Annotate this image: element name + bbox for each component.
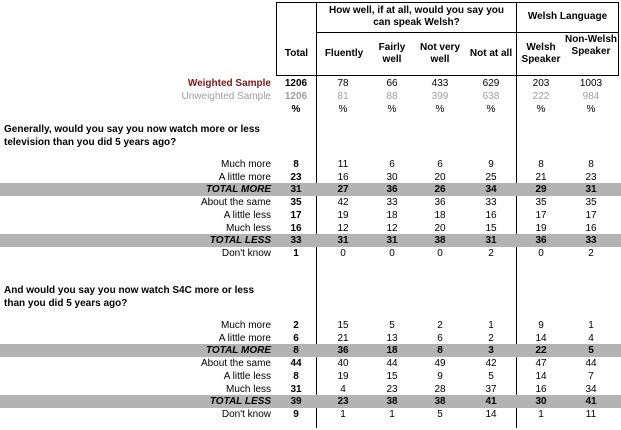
cell-0: 33 bbox=[290, 235, 302, 247]
cell-0: 35 bbox=[290, 197, 302, 209]
row-label: TOTAL MORE bbox=[206, 345, 271, 357]
cell-0: 9 bbox=[293, 408, 299, 420]
table-row bbox=[0, 370, 621, 383]
cell-5: 35 bbox=[535, 197, 547, 209]
row-label: Much more bbox=[220, 320, 271, 331]
cell-3: 6 bbox=[437, 332, 443, 344]
cell-6: 44 bbox=[585, 358, 597, 370]
cell-0: 1206 bbox=[284, 78, 308, 89]
cell-3: 28 bbox=[434, 383, 446, 395]
cell-6: 17 bbox=[585, 209, 597, 221]
cell-3: 18 bbox=[434, 209, 446, 221]
cell-2: 12 bbox=[386, 222, 398, 234]
cell-2: 0 bbox=[389, 247, 395, 259]
cell-4: 638 bbox=[482, 91, 500, 102]
row-label: TOTAL LESS bbox=[209, 396, 271, 408]
cell-2: 13 bbox=[386, 332, 398, 344]
cell-6: 34 bbox=[585, 383, 597, 395]
total-row bbox=[0, 344, 621, 357]
cell-5: 14 bbox=[535, 370, 547, 382]
cell-2: 36 bbox=[386, 184, 398, 196]
cell-1: 11 bbox=[337, 159, 349, 170]
cell-2: 33 bbox=[386, 197, 398, 209]
cell-5: 222 bbox=[532, 91, 550, 102]
row-label: About the same bbox=[200, 358, 271, 370]
cell-0: 6 bbox=[293, 332, 299, 344]
col-header-fluently: Fluently bbox=[324, 48, 364, 59]
cell-0: 8 bbox=[293, 159, 299, 170]
cell-4: 5 bbox=[488, 370, 494, 382]
cell-3: 20 bbox=[434, 222, 446, 234]
table-row bbox=[0, 383, 621, 396]
cell-5: 36 bbox=[535, 235, 547, 247]
cell-6: 2 bbox=[588, 247, 594, 259]
cell-2: 30 bbox=[386, 171, 398, 183]
cell-1: 27 bbox=[337, 184, 349, 196]
row-label: About the same bbox=[200, 197, 271, 209]
row-label: TOTAL MORE bbox=[206, 184, 271, 196]
cell-2: % bbox=[387, 104, 397, 115]
cell-1: 19 bbox=[337, 370, 349, 382]
cell-1: 16 bbox=[337, 171, 349, 183]
cell-1: 31 bbox=[337, 235, 349, 247]
cell-6: 33 bbox=[585, 235, 597, 247]
unweighted-sample-label: Unweighted Sample bbox=[181, 91, 271, 102]
cell-3: 9 bbox=[437, 370, 443, 382]
cell-1: % bbox=[338, 104, 348, 115]
cell-4: 2 bbox=[488, 332, 494, 344]
row-label: Much less bbox=[225, 222, 271, 234]
cell-2: 5 bbox=[389, 320, 395, 331]
cell-1: 1 bbox=[340, 408, 346, 420]
table-row bbox=[0, 222, 621, 235]
col-header-total: Total bbox=[284, 48, 309, 59]
cell-6: 4 bbox=[588, 332, 594, 344]
cell-3: 38 bbox=[434, 396, 446, 408]
cell-4: 14 bbox=[485, 408, 497, 420]
cell-6: 1003 bbox=[579, 78, 603, 89]
total-row bbox=[0, 395, 621, 408]
table-row bbox=[0, 196, 621, 209]
weighted-sample-label: Weighted Sample bbox=[187, 78, 271, 89]
cell-3: 36 bbox=[434, 197, 446, 209]
cell-4: 3 bbox=[488, 345, 494, 357]
header-group2-title: Welsh Language bbox=[527, 11, 608, 22]
cell-4: 41 bbox=[485, 396, 497, 408]
cell-1: 81 bbox=[337, 91, 349, 102]
row-label: A little less bbox=[223, 209, 271, 221]
cell-1: 19 bbox=[337, 209, 349, 221]
table-row bbox=[0, 332, 621, 345]
cell-3: 38 bbox=[434, 235, 446, 247]
row-label: Don't know bbox=[221, 247, 271, 259]
cell-4: 34 bbox=[485, 184, 497, 196]
cell-5: 19 bbox=[535, 222, 547, 234]
cell-0: 1 bbox=[293, 247, 299, 259]
row-label: A little less bbox=[223, 370, 271, 382]
cell-6: 984 bbox=[582, 91, 600, 102]
cell-1: 4 bbox=[340, 383, 346, 395]
cell-6: 5 bbox=[588, 345, 594, 357]
cell-0: 31 bbox=[290, 184, 302, 196]
header-group2-divider bbox=[516, 32, 619, 33]
cell-6: 23 bbox=[585, 171, 597, 183]
cell-6: 7 bbox=[588, 370, 594, 382]
cell-4: 2 bbox=[488, 247, 494, 259]
cell-0: 23 bbox=[290, 171, 302, 183]
cell-5: % bbox=[536, 104, 546, 115]
row-label: A little more bbox=[218, 171, 271, 183]
cell-0: % bbox=[291, 104, 301, 115]
col-header-fairly-well: Fairly well bbox=[378, 42, 406, 65]
cell-6: 31 bbox=[585, 184, 597, 196]
cell-3: 49 bbox=[434, 358, 446, 370]
cell-4: 31 bbox=[485, 235, 497, 247]
cell-4: 25 bbox=[485, 171, 497, 183]
cell-3: 26 bbox=[434, 184, 446, 196]
cell-1: 40 bbox=[337, 358, 349, 370]
question-text: And would you say you now watch S4C more or less than you did 5 years ago? bbox=[4, 285, 255, 309]
cell-0: 31 bbox=[290, 383, 302, 395]
cell-2: 31 bbox=[386, 235, 398, 247]
cell-1: 78 bbox=[337, 78, 349, 89]
col-header-non-welsh-speaker: Non-Welsh Speaker bbox=[564, 34, 618, 57]
header-group1-title: How well, if at all, would you say you can speak Welsh? bbox=[328, 5, 505, 28]
cell-4: 37 bbox=[485, 383, 497, 395]
cell-4: 42 bbox=[485, 358, 497, 370]
cell-5: 30 bbox=[535, 396, 547, 408]
row-label: A little more bbox=[218, 332, 271, 344]
cell-5: 29 bbox=[535, 184, 547, 196]
table-row bbox=[0, 171, 621, 184]
table-row bbox=[0, 209, 621, 222]
cell-3: 6 bbox=[437, 159, 443, 170]
cell-6: 8 bbox=[588, 159, 594, 170]
table-row bbox=[0, 357, 621, 370]
col-header-welsh-speaker: Welsh Speaker bbox=[521, 42, 561, 65]
cell-2: 6 bbox=[389, 159, 395, 170]
weighted-sample-row bbox=[0, 77, 621, 90]
cell-5: 22 bbox=[535, 345, 547, 357]
cell-1: 15 bbox=[337, 320, 349, 331]
row-label: Much less bbox=[225, 383, 271, 395]
cell-3: 5 bbox=[437, 408, 443, 420]
cell-6: 16 bbox=[585, 222, 597, 234]
cell-5: 47 bbox=[535, 358, 547, 370]
cell-0: 2 bbox=[293, 320, 299, 331]
cell-4: 16 bbox=[485, 209, 497, 221]
cell-1: 12 bbox=[337, 222, 349, 234]
cell-0: 1206 bbox=[284, 91, 308, 102]
cell-6: 1 bbox=[588, 320, 594, 331]
cell-0: 39 bbox=[290, 396, 302, 408]
row-label: TOTAL LESS bbox=[209, 235, 271, 247]
cell-5: 14 bbox=[535, 332, 547, 344]
cell-5: 1 bbox=[538, 408, 544, 420]
cell-0: 44 bbox=[290, 358, 302, 370]
cell-0: 8 bbox=[293, 345, 299, 357]
cell-5: 9 bbox=[538, 320, 544, 331]
table-row bbox=[0, 247, 621, 260]
percent-row bbox=[0, 103, 621, 116]
cell-6: 35 bbox=[585, 197, 597, 209]
cell-3: 2 bbox=[437, 320, 443, 331]
row-label: Don't know bbox=[221, 408, 271, 420]
cell-4: 33 bbox=[485, 197, 497, 209]
cell-2: 38 bbox=[386, 396, 398, 408]
cell-5: 16 bbox=[535, 383, 547, 395]
unweighted-sample-row bbox=[0, 90, 621, 103]
cell-0: 16 bbox=[290, 222, 302, 234]
cell-1: 21 bbox=[337, 332, 349, 344]
cell-1: 0 bbox=[340, 247, 346, 259]
cell-5: 0 bbox=[538, 247, 544, 259]
cell-6: 11 bbox=[585, 408, 597, 420]
cell-0: 17 bbox=[290, 209, 302, 221]
cell-5: 17 bbox=[535, 209, 547, 221]
cell-3: 0 bbox=[437, 247, 443, 259]
cell-3: % bbox=[435, 104, 445, 115]
total-row bbox=[0, 183, 621, 196]
col-header-not-at-all: Not at all bbox=[469, 48, 513, 59]
table-row bbox=[0, 319, 621, 332]
cell-2: 18 bbox=[386, 345, 398, 357]
header-group1-divider bbox=[316, 32, 517, 33]
table-row bbox=[0, 408, 621, 421]
cell-1: 42 bbox=[337, 197, 349, 209]
cell-4: 629 bbox=[482, 78, 500, 89]
cell-6: % bbox=[586, 104, 596, 115]
table-row bbox=[0, 158, 621, 171]
question-text: Generally, would you say you now watch more or less television than you did 5 years ago? bbox=[4, 124, 260, 148]
cell-2: 88 bbox=[386, 91, 398, 102]
total-row bbox=[0, 234, 621, 247]
row-label: Much more bbox=[220, 159, 271, 170]
col-header-not-very-well: Not very well bbox=[419, 42, 460, 65]
cell-2: 18 bbox=[386, 209, 398, 221]
cell-3: 8 bbox=[437, 345, 443, 357]
cell-4: 15 bbox=[485, 222, 497, 234]
cell-1: 23 bbox=[337, 396, 349, 408]
cell-4: % bbox=[486, 104, 496, 115]
cell-2: 15 bbox=[386, 370, 398, 382]
cell-3: 433 bbox=[431, 78, 449, 89]
cell-4: 9 bbox=[488, 159, 494, 170]
cell-4: 1 bbox=[488, 320, 494, 331]
cell-0: 8 bbox=[293, 370, 299, 382]
cell-5: 21 bbox=[535, 171, 547, 183]
header-box-total bbox=[276, 2, 317, 76]
cell-5: 203 bbox=[532, 78, 550, 89]
cell-3: 20 bbox=[434, 171, 446, 183]
cell-2: 1 bbox=[389, 408, 395, 420]
cell-2: 44 bbox=[386, 358, 398, 370]
cell-2: 23 bbox=[386, 383, 398, 395]
cell-2: 66 bbox=[386, 78, 398, 89]
cell-1: 36 bbox=[337, 345, 349, 357]
cell-5: 8 bbox=[538, 159, 544, 170]
cell-3: 399 bbox=[431, 91, 449, 102]
cell-6: 41 bbox=[585, 396, 597, 408]
